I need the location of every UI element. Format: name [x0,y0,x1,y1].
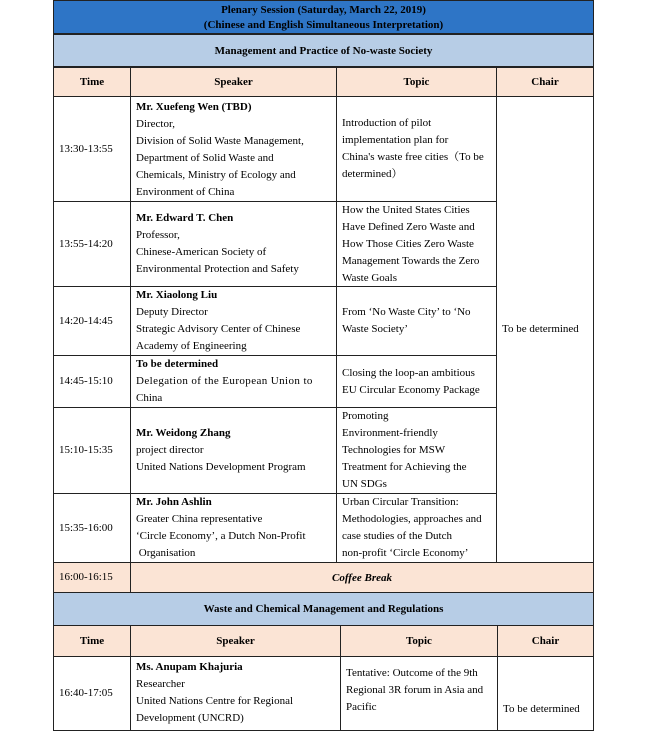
speaker-line: Researcher [136,678,185,690]
topic-line: case studies of the Dutch [342,530,452,542]
speaker-line: Chinese-American Society of [136,246,267,258]
table-row [53,493,131,563]
topic-line: How the United States Cities [342,203,470,216]
topic-cell [336,493,497,563]
col-header-speaker: Speaker [130,67,337,97]
topic-line: Waste Goals [342,271,398,284]
speaker-line: Director, [136,118,175,130]
speaker-line: Strategic Advisory Center of Chinese [136,323,301,335]
session-time: 15:10-15:35 [59,444,113,456]
coffee-break [130,562,594,593]
topic-line: From ‘No Waste City’ to ‘No [342,306,471,318]
topic-cell [336,286,497,356]
topic-line: determined） [342,168,403,180]
topic-line: China's waste free cities（To be [342,151,484,163]
topic-line: Promoting [342,410,389,422]
topic-line: How Those Cities Zero Waste [342,237,474,250]
speaker-cell [130,96,337,202]
chair-name: To be determined [503,703,580,715]
topic-line: Methodologies, approaches and [342,513,482,525]
topic-line: Pacific [346,701,377,713]
section1-title: Management and Practice of No-waste Society [53,34,594,67]
table-row [53,407,131,494]
session-time: 14:20-14:45 [59,314,113,327]
table-row [53,355,131,408]
topic-line: EU Circular Economy Package [342,383,480,396]
speaker-name: To be determined [136,358,219,370]
speaker-cell [130,201,337,287]
break-time [53,562,131,593]
speaker-line: Organisation [136,547,196,559]
speaker-line: China [136,392,163,404]
speaker-line: Professor, [136,229,180,241]
speaker-name: Mr. Xuefeng Wen (TBD) [136,101,252,113]
topic-line: Regional 3R forum in Asia and [346,684,484,696]
col-header-time: Time [53,625,131,657]
col-header-speaker: Speaker [130,625,341,657]
speaker-line: ‘Circle Economy’, a Dutch Non-Profit [136,530,306,542]
break-time-label: 16:00-16:15 [59,571,113,583]
table-row [53,286,131,356]
plenary-subtitle: (Chinese and English Simultaneous Interpretation) [203,19,444,31]
speaker-line: United Nations Development Program [136,461,306,473]
speaker-name: Mr. Weidong Zhang [136,427,231,439]
topic-cell [336,355,497,408]
plenary-header [53,0,594,34]
topic-cell [336,201,497,287]
speaker-line: Academy of Engineering [136,340,247,352]
session-time: 14:45-15:10 [59,375,113,387]
topic-line: Management Towards the Zero [342,254,480,267]
speaker-cell [130,656,341,731]
topic-cell [340,656,498,731]
topic-line: implementation plan for [342,134,449,146]
speaker-line: United Nations Centre for Regional [136,695,294,707]
table-row [53,201,131,287]
speaker-cell [130,286,337,356]
topic-line: Have Defined Zero Waste and [342,220,475,233]
session-time: 15:35-16:00 [59,521,113,534]
section2-title: Waste and Chemical Management and Regulations [53,592,594,626]
speaker-line: Development (UNCRD) [136,712,244,724]
topic-line: Introduction of pilot [342,117,432,129]
col-header-topic: Topic [336,67,497,97]
session-time: 16:40-17:05 [59,687,113,699]
topic-line: Urban Circular Transition: [342,496,459,508]
speaker-cell [130,407,337,494]
session-time: 13:55-14:20 [59,237,113,250]
chair-name: To be determined [502,323,579,335]
speaker-name: Mr. Xiaolong Liu [136,289,218,301]
speaker-line: Department of Solid Waste and [136,152,274,164]
col-header-topic: Topic [340,625,498,657]
speaker-line: Delegation of the European Union to [136,375,313,387]
speaker-line: project director [136,444,204,456]
speaker-name: Mr. Edward T. Chen [136,212,234,224]
chair-cell [497,656,594,731]
session-time: 13:30-13:55 [59,142,113,155]
topic-line: Technologies for MSW [342,444,446,456]
speaker-cell [130,493,337,563]
speaker-line: Greater China representative [136,513,263,525]
coffee-break-label: Coffee Break [332,571,392,584]
plenary-title: Plenary Session (Saturday, March 22, 2019) [221,4,426,16]
topic-line: Tentative: Outcome of the 9th [346,667,478,679]
topic-cell [336,407,497,494]
topic-line: Closing the loop-an ambitious [342,366,475,379]
speaker-line: Deputy Director [136,306,208,318]
speaker-line: Chemicals, Ministry of Ecology and [136,169,296,181]
table-row [53,96,131,202]
speaker-line: Environmental Protection and Safety [136,263,299,275]
topic-line: Environment-friendly [342,427,438,439]
chair-cell [496,96,594,563]
speaker-name: Ms. Anupam Khajuria [136,661,243,673]
topic-line: UN SDGs [342,478,387,490]
topic-line: Treatment for Achieving the [342,461,467,473]
topic-cell [336,96,497,202]
topic-line: Waste Society’ [342,323,409,335]
table-row [53,656,131,731]
speaker-cell [130,355,337,408]
speaker-line: Division of Solid Waste Management, [136,135,304,147]
col-header-chair: Chair [496,67,594,97]
col-header-time: Time [53,67,131,97]
speaker-name: Mr. John Ashlin [136,496,212,508]
topic-line: non-profit ‘Circle Economy’ [342,547,469,559]
col-header-chair: Chair [497,625,594,657]
speaker-line: Environment of China [136,186,235,198]
